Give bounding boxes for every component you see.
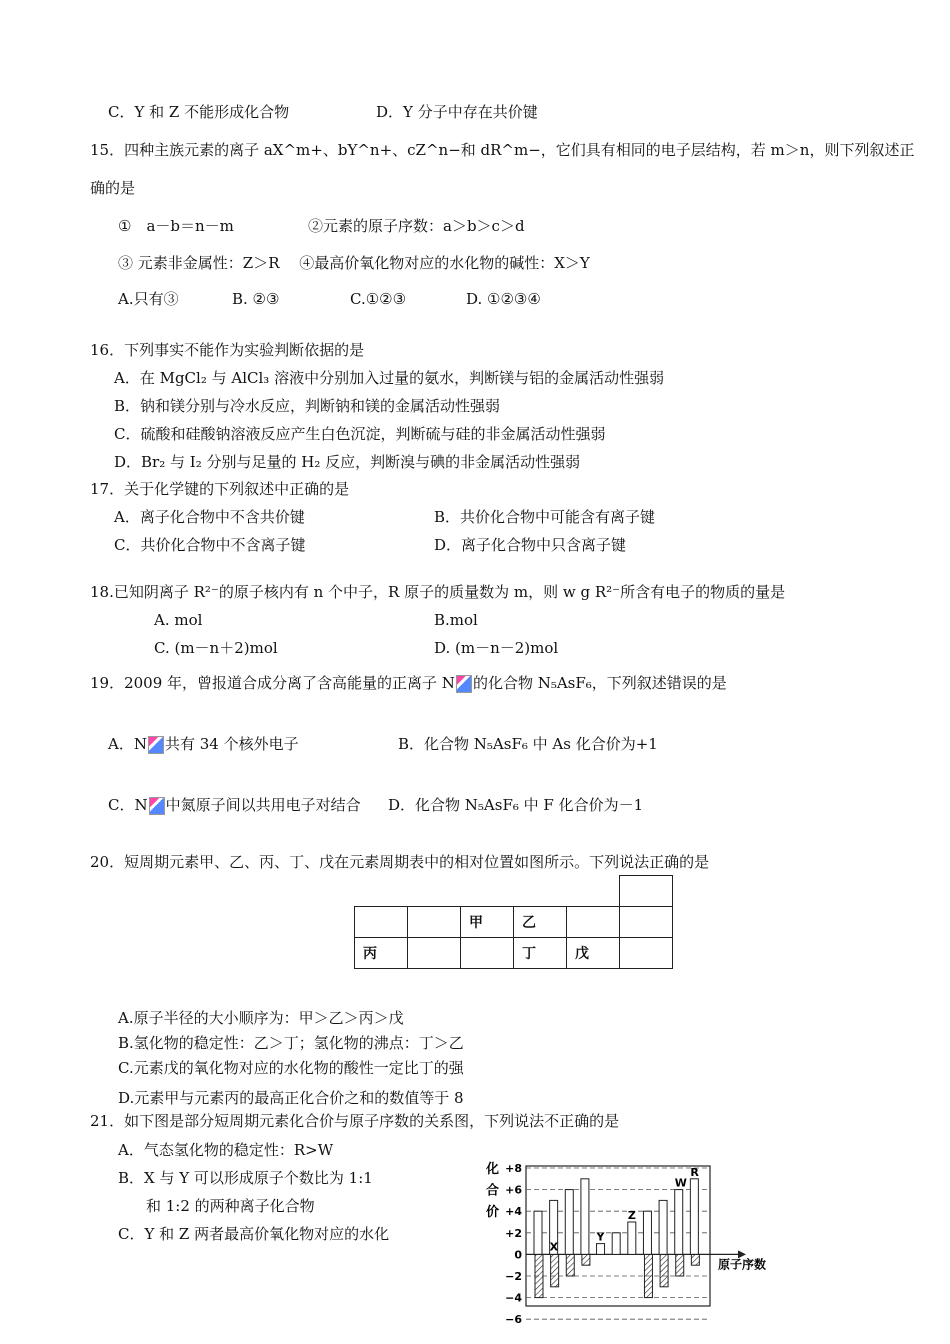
element-label: Z	[627, 1209, 636, 1222]
q15-option-a: A.只有③	[118, 290, 179, 308]
q17-option-a: A．离子化合物中不含共价键	[114, 508, 305, 526]
bar-negative	[551, 1254, 559, 1286]
table-cell-wu: 戊	[567, 938, 620, 969]
bar-negative	[582, 1254, 590, 1265]
bar-negative	[660, 1254, 668, 1286]
table-cell-empty	[620, 938, 673, 969]
bar-negative	[676, 1254, 684, 1276]
q19-option-c	[108, 795, 361, 815]
q20-option-d: D.元素甲与元素丙的最高正化合价之和的数值等于 8	[118, 1089, 464, 1107]
table-cell-ding: 丁	[514, 938, 567, 969]
q15-stem-cont: 确的是	[90, 179, 136, 197]
y-tick-label: +6	[505, 1183, 522, 1197]
bar-negative	[691, 1254, 699, 1265]
q19-option-d: D．化合物 N₅AsF₆ 中 F 化合价为－1	[388, 796, 644, 814]
table-cell-empty	[355, 907, 408, 938]
y-tick-label: +8	[505, 1162, 522, 1175]
q18-option-c: C. (m－n＋2)mol	[154, 639, 278, 657]
q15-option-d: D. ①②③④	[466, 290, 541, 308]
q20-option-a: A.原子半径的大小顺序为：甲＞乙＞丙＞戊	[118, 1009, 404, 1027]
table-cell-empty	[620, 907, 673, 938]
q21-option-b: B．X 与 Y 可以形成原子个数比为 1:1	[118, 1169, 373, 1187]
y-axis-label: 价	[486, 1205, 500, 1221]
bar-positive	[643, 1211, 651, 1254]
y-tick-label: +4	[505, 1205, 522, 1219]
q18-option-b: B.mol	[434, 611, 478, 629]
q16-option-a: A．在 MgCl₂ 与 AlCl₃ 溶液中分别加入过量的氨水，判断镁与铝的金属活动性强弱	[114, 369, 665, 387]
q21-stem: 21．如下图是部分短周期元素化合价与原子序数的关系图，下列说法不正确的是	[90, 1112, 620, 1130]
bar-negative	[644, 1254, 652, 1297]
q18-option-d: D. (m－n－2)mol	[434, 639, 559, 657]
bar-positive	[534, 1211, 542, 1254]
q15-statement-2: ②元素的原子序数：a＞b＞c＞d	[308, 217, 525, 235]
y-tick-label: −4	[505, 1291, 522, 1305]
bar-negative	[566, 1254, 574, 1276]
y-tick-label: −2	[505, 1270, 522, 1283]
q17-option-c: C．共价化合物中不含离子键	[114, 536, 306, 554]
q16-option-d: D．Br₂ 与 I₂ 分别与足量的 H₂ 反应，判断溴与碘的非金属活动性强弱	[114, 453, 581, 471]
table-cell-yi: 乙	[514, 907, 567, 938]
y-tick-label: 0	[514, 1248, 522, 1262]
table-cell-empty	[461, 938, 514, 969]
q16-option-b: B．钠和镁分别与冷水反应，判断钠和镁的金属活动性强弱	[114, 397, 501, 415]
q15-statement-1: ① a－b＝n－m	[118, 217, 234, 235]
element-label: Y	[596, 1230, 605, 1244]
q19-option-a-part1: A．N	[108, 735, 147, 753]
bar-positive	[690, 1179, 698, 1255]
valence-chart	[480, 1158, 780, 1327]
formula-image-icon	[149, 797, 165, 815]
q14-option-d: D．Y 分子中存在共价键	[376, 103, 538, 121]
q19-option-c-part2: 中氮原子间以共用电子对结合	[165, 796, 361, 814]
q18-option-a: A. mol	[154, 611, 203, 629]
table-cell-empty	[620, 876, 673, 907]
bar-positive	[565, 1190, 573, 1255]
q19-stem-part2: 的化合物 N₅AsF₆，下列叙述错误的是	[472, 674, 727, 692]
q19-stem-part1: 19．2009 年，曾报道合成分离了含高能量的正离子 N	[90, 674, 455, 692]
table-cell-empty	[408, 938, 461, 969]
q20-stem: 20．短周期元素甲、乙、丙、丁、戊在元素周期表中的相对位置如图所示。下列说法正确的是	[90, 853, 710, 871]
element-label: W	[674, 1176, 687, 1190]
q19-option-a-part2: 共有 34 个核外电子	[164, 735, 299, 753]
q20-option-b: B.氢化物的稳定性：乙＞丁；氢化物的沸点：丁＞乙	[118, 1034, 464, 1052]
q20-option-c: C.元素戊的氧化物对应的水化物的酸性一定比丁的强	[118, 1059, 464, 1077]
element-label: X	[549, 1240, 559, 1254]
x-axis-label: 原子序数	[718, 1257, 767, 1272]
q19-option-c-part1: C．N	[108, 796, 148, 814]
table-cell-empty	[567, 907, 620, 938]
q19-option-b: B．化合物 N₅AsF₆ 中 As 化合价为+1	[398, 735, 658, 753]
bar-positive	[612, 1233, 620, 1255]
q18-stem: 18.已知阴离子 R²⁻的原子核内有 n 个中子，R 原子的质量数为 m，则 w g R²⁻所含有电子的物质的量是	[90, 583, 786, 601]
q21-option-b-cont: 和 1:2 的两种离子化合物	[146, 1197, 315, 1215]
formula-image-icon	[148, 736, 164, 754]
q15-option-b: B. ②③	[232, 290, 280, 308]
formula-image-icon	[456, 675, 472, 693]
element-label: R	[690, 1165, 699, 1179]
table-cell-jia: 甲	[461, 907, 514, 938]
bar-positive	[659, 1200, 667, 1254]
q17-option-b: B．共价化合物中可能含有离子键	[434, 508, 656, 526]
bar-negative	[535, 1254, 543, 1297]
table-cell-bing: 丙	[355, 938, 408, 969]
bar-positive	[628, 1222, 636, 1254]
periodic-table-fragment	[354, 875, 673, 969]
q15-option-c: C.①②③	[350, 290, 407, 308]
y-tick-label: +2	[505, 1226, 522, 1240]
y-axis-label: 合	[486, 1183, 500, 1199]
q16-stem: 16．下列事实不能作为实验判断依据的是	[90, 341, 365, 359]
q14-option-c: C．Y 和 Z 不能形成化合物	[108, 103, 290, 121]
q19-option-a	[108, 734, 299, 754]
q15-statement-3: ③ 元素非金属性：Z＞R ④最高价氧化物对应的水化物的碱性：X＞Y	[118, 254, 590, 272]
q19-stem	[90, 673, 727, 693]
q16-option-c: C．硫酸和硅酸钠溶液反应产生白色沉淀，判断硫与硅的非金属活动性强弱	[114, 425, 606, 443]
table-cell-empty	[408, 907, 461, 938]
q17-option-d: D．离子化合物中只含离子键	[434, 536, 627, 554]
bar-positive	[581, 1179, 589, 1255]
q17-stem: 17．关于化学键的下列叙述中正确的是	[90, 480, 350, 498]
q15-stem: 15．四种主族元素的离子 aX^m+、bY^n+、cZ^n−和 dR^m−，它们具有相同的电子层结构，若 m＞n，则下列叙述正	[90, 141, 915, 159]
bar-positive	[675, 1190, 683, 1255]
q21-option-c: C．Y 和 Z 两者最高价氧化物对应的水化	[118, 1225, 390, 1243]
bar-positive	[597, 1244, 605, 1255]
y-tick-label: −6	[505, 1313, 522, 1327]
q21-option-a: A．气态氢化物的稳定性：R>W	[118, 1141, 334, 1159]
y-axis-label: 化	[486, 1162, 500, 1177]
